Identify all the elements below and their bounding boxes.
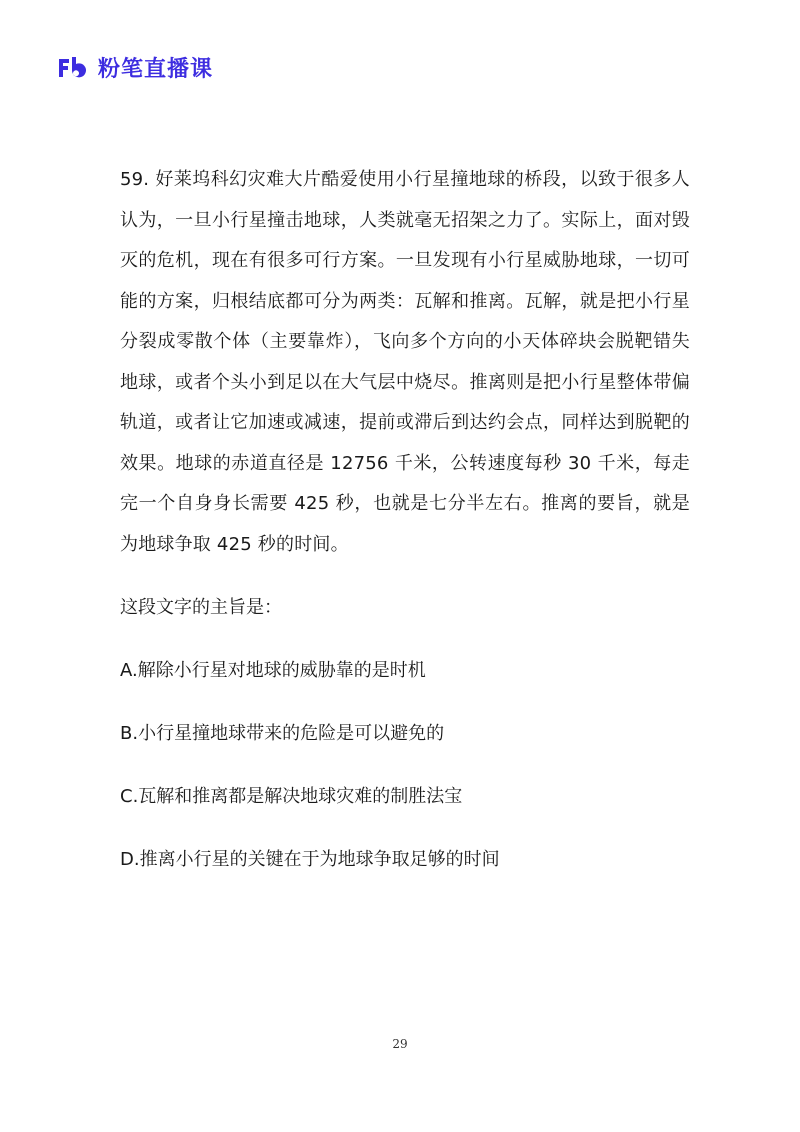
option-c: C.瓦解和推离都是解决地球灾难的制胜法宝	[120, 786, 463, 807]
option-b: B.小行星撞地球带来的危险是可以避免的	[120, 723, 445, 744]
question-stem: 59. 好莱坞科幻灾难大片酷爱使用小行星撞地球的桥段，以致于很多人认为，一旦小行星撞击地球，人类就毫无招架之力了。实际上，面对毁灭的危机，现在有很多可行方案。一旦发现有小行星威胁地球，一切可能的方案，归根结底都可分为两类：瓦解和推离。瓦解，就是把小行星分裂成零散个体（主要靠炸），飞向多个方向的小天体碎块会脱靶错失地球，或者个头小到足以在大气层中烧尽。推离则是把小行星整体带偏轨道，或者让它加速或减速，提前或滞后到达约会点，同样达到脱靶的效果。地球的赤道直径是 12756 千米，公转速度每秒 30 千米，每走完一个自身身长需要 425 秒，也就是七分半左右。推离的要旨，就是为地球争取 425 秒的时间。	[120, 169, 690, 555]
option-a: A.解除小行星对地球的威胁靠的是时机	[120, 660, 426, 681]
brand-name: 粉笔直播课	[98, 56, 214, 82]
fb-logo-icon	[56, 55, 90, 79]
question-block	[120, 160, 690, 875]
page-number: 29	[392, 1037, 408, 1051]
option-d: D.推离小行星的关键在于为地球争取足够的时间	[120, 849, 500, 870]
brand-header	[56, 50, 213, 84]
question-prompt: 这段文字的主旨是：	[120, 597, 282, 618]
